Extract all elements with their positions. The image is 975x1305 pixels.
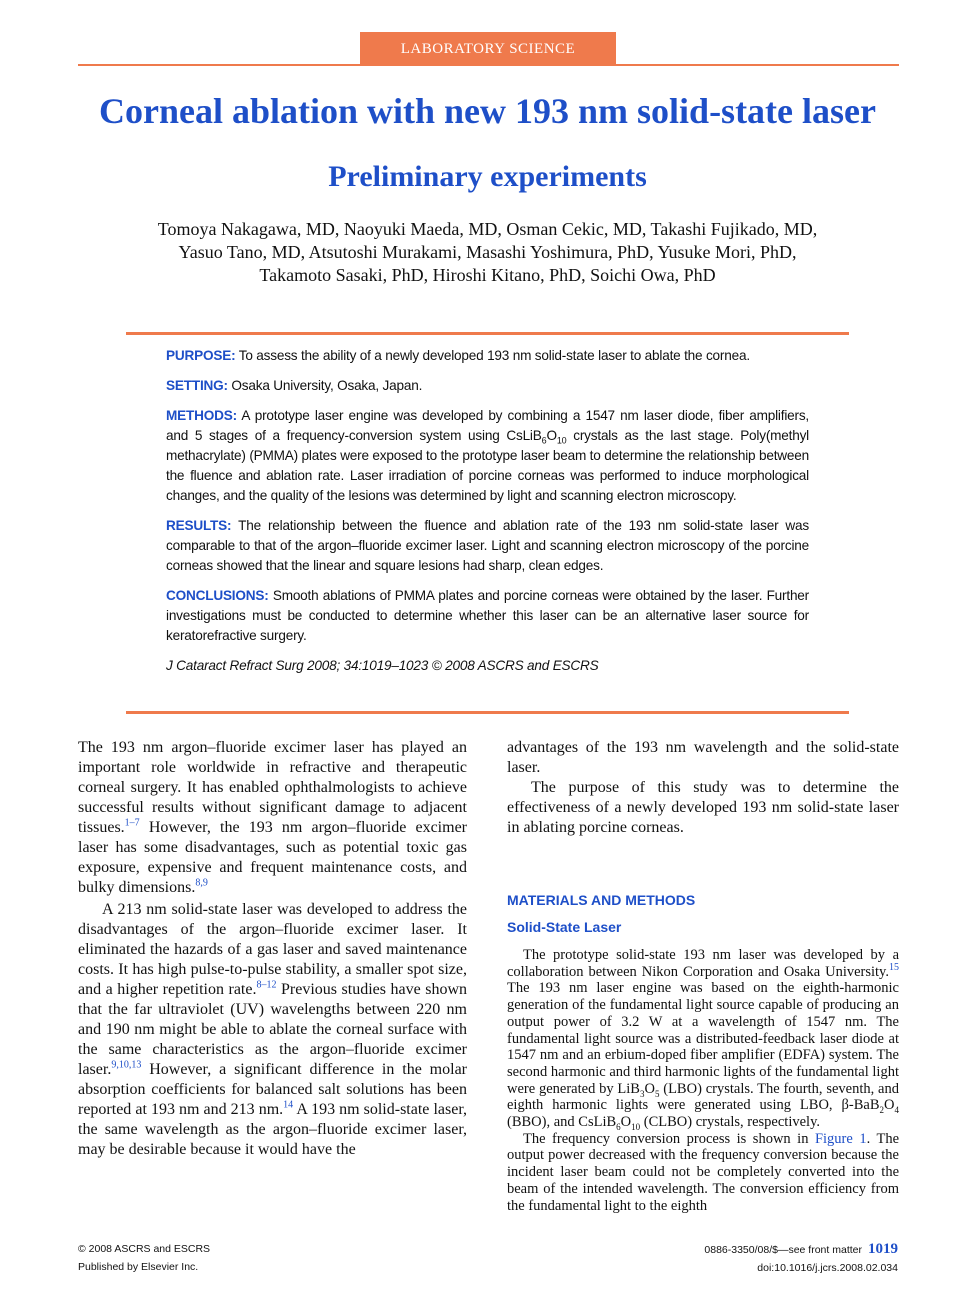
figure-link[interactable]: Figure 1 — [814, 1130, 867, 1147]
footer-issn: 0886-3350/08/$—see front matter — [704, 1244, 862, 1256]
body-paragraph: advantages of the 193 nm wavelength and the solid-state laser. — [507, 739, 899, 776]
abstract-conclusions: CONCLUSIONS: Smooth ablations of PMMA plates and porcine corneas were obtained by the laser. Further investigations must be conducted to determine whether this laser can be an alternative laser source for keratorefractive surgery. — [166, 588, 809, 643]
page-number: 1019 — [868, 1241, 898, 1257]
abstract — [166, 346, 809, 686]
footer-publisher: Published by Elsevier Inc. — [78, 1261, 199, 1273]
author-line: Takamoto Sasaki, PhD, Hiroshi Kitano, PhD, Soichi Owa, PhD — [259, 265, 716, 285]
author-line: Tomoya Nakagawa, MD, Naoyuki Maeda, MD, Osman Cekic, MD, Takashi Fujikado, MD, — [157, 219, 818, 239]
abstract-top-rule — [126, 332, 849, 335]
reference-link[interactable]: 8–12 — [256, 979, 277, 991]
conclusions-label: CONCLUSIONS: — [166, 588, 269, 603]
setting-label: SETTING: — [166, 378, 228, 393]
abstract-setting: SETTING: Osaka University, Osaka, Japan. — [166, 378, 423, 393]
body-paragraph: A 213 nm solid-state laser was developed to address the disadvantages of the argon–fluoride excimer laser. It eliminated the hazards of a gas laser and saved maintenance costs. It has high pulse-to-pulse stability, a smaller spot size, and a higher repetition rate.$^{8-12}$ Previous studies have shown that the far ultraviolet (UV) wavelengths between 220 nm and 190 nm might be able to ablate the corneal surface with the same characteristics as the argon–fluoride excimer laser.$^{9,10,13}$ However, a significant difference in the molar absorption coefficients for balanced salt solutions has been reported at 193 nm and 213 nm.$^{14}$ A 193 nm solid-state laser, the same wavelength as the argon–fluoride excimer laser, may be desirable because it would have the — [78, 901, 468, 1158]
section-heading: MATERIALS AND METHODS — [507, 892, 696, 908]
journal-citation: J Cataract Refract Surg 2008; 34:1019–1023 © 2008 ASCRS and ESCRS — [166, 658, 599, 673]
article-subtitle: Preliminary experiments — [328, 160, 647, 193]
purpose-label: PURPOSE: — [166, 348, 236, 363]
reference-link[interactable]: 14 — [283, 1099, 294, 1111]
author-list — [100, 218, 875, 287]
footer-copyright: © 2008 ASCRS and ESCRS — [78, 1243, 211, 1255]
footer-left — [78, 1240, 378, 1276]
footer-doi[interactable]: doi:10.1016/j.jcrs.2008.02.034 — [757, 1262, 898, 1274]
author-line: Yasuo Tano, MD, Atsutoshi Murakami, Masashi Yoshimura, PhD, Yusuke Mori, PhD, — [178, 242, 797, 262]
header-rule — [78, 64, 899, 66]
body-column-right — [507, 738, 899, 1214]
reference-link[interactable]: 8,9 — [195, 877, 208, 889]
dense-text-block — [507, 947, 899, 1214]
body-column-left — [78, 738, 467, 1160]
section-tag: LABORATORY SCIENCE — [360, 32, 616, 66]
abstract-purpose: PURPOSE: To assess the ability of a newly developed 193 nm solid-state laser to ablate the cornea. — [166, 348, 750, 363]
reference-link[interactable]: 1–7 — [124, 817, 140, 829]
abstract-bottom-rule — [126, 711, 849, 714]
footer-right — [560, 1240, 898, 1277]
abstract-results: RESULTS: The relationship between the fluence and ablation rate of the 193 nm solid-state laser was comparable to that of the argon–fluoride excimer laser. Light and scanning electron microscopy of the porcine corneas showed that the linear and square lesions had sharp, clean edges. — [166, 518, 809, 573]
abstract-methods: METHODS: A prototype laser engine was developed by combining a 1547 nm laser diode, fiber amplifiers, and 5 stages of a frequency-conversion system using $CsLiB_6O_{10}$ crystals as the last stage. Poly(methyl methacrylate) (PMMA) plates were exposed to the prototype laser beam to determine the relationship between the fluence and ablation rate. Laser irradiation of porcine corneas was performed to induce morphological changes, and the quality of the lesions was determined by light and scanning electron microscopy. — [166, 408, 810, 503]
body-paragraph: The prototype solid-state 193 nm laser was developed by a collaboration between Nikon Corporation and Osaka University.$^{15}$ The 193 nm laser engine was based on the eighth-harmonic generation of the fundamental light source capable of producing an output power of 3.2 W at a wavelength of 1547 nm. The fundamental light source was a distributed-feedback laser diode at 1547 nm and an erbium-doped fiber amplifier (EDFA) system. The second harmonic and third harmonic lights of the fundamental light were generated by $LiB_3O_5$ (LBO) crystals. The fourth, seventh, and eighth harmonic lights were generated using LBO, $\beta-BaB_2O_4$ (BBO), and $CsLiB_6O_{10}$ (CLBO) crystals, respectively. — [507, 947, 899, 1132]
reference-link[interactable]: 9,10,13 — [111, 1059, 142, 1071]
body-paragraph: The 193 nm argon–fluoride excimer laser has played an important role worldwide in refractive and therapeutic corneal surgery. It has enabled ophthalmologists to achieve successful results without significant damage to adjacent tissues.$^{1-7}$ However, the 193 nm argon–fluoride excimer laser has some disadvantages, such as potential toxic gas exposure, expensive and frequent maintenance costs, and bulky dimensions.$^{8,9}$ — [78, 739, 467, 896]
subsection-heading: Solid-State Laser — [507, 919, 622, 935]
article-title: Corneal ablation with new 193 nm solid-state laser — [99, 91, 876, 131]
body-paragraph: The frequency conversion process is shown in Figure 1. The output power decreased with the frequency conversion because the incident laser beam could not be completely converted into the beam of the intended wavelength. The conversion efficiency from the fundamental light to the eighth — [507, 1130, 900, 1214]
reference-link[interactable]: 15 — [889, 961, 899, 973]
methods-label: METHODS: — [166, 408, 237, 423]
body-paragraph: The purpose of this study was to determine the effectiveness of a newly developed 193 nm solid-state laser in ablating porcine corneas. — [507, 779, 899, 836]
results-label: RESULTS: — [166, 518, 232, 533]
